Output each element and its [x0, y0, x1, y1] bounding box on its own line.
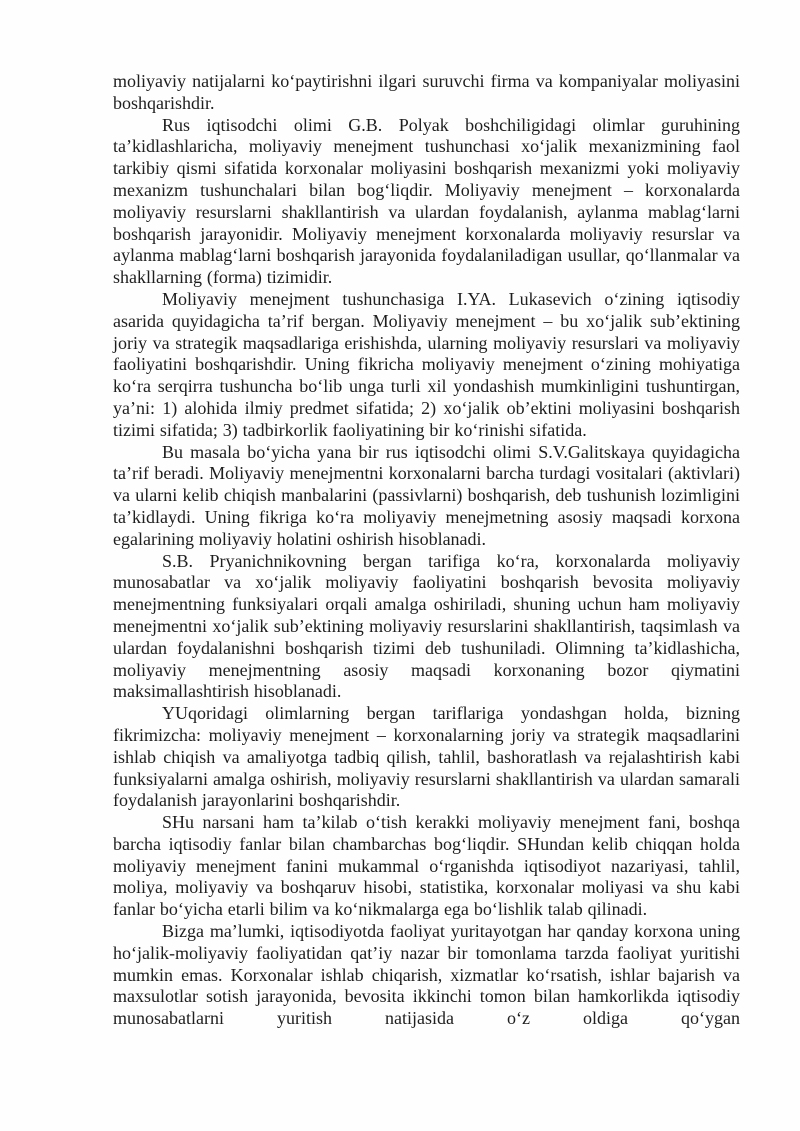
paragraph-pryanichnikov-definition: S.B. Pryanichnikovning bergan tarifiga ko‘ra, korxonalarda moliyaviy munosabatlar va xo‘jalik moliyaviy faoliyatini boshqarish bevosita moliyaviy menejmentning funksiyalari orqali amalga oshiriladi, shuning uchun ham moliyaviy menejmentni xo‘jalik sub’ektining moliyaviy resurslarini shakllantirish, taqsimlash va ulardan foydalanishni boshqarish tizimi deb tushuniladi. Olimning ta’kidlashicha, moliyaviy menejmentning asosiy maqsadi korxonaning bozor qiymatini maksimallashtirish hisoblanadi.: [113, 550, 740, 702]
paragraph-galitskaya-definition: Bu masala bo‘yicha yana bir rus iqtisodchi olimi S.V.Galitskaya quyidagicha ta’rif beradi. Moliyaviy menejmentni korxonalarni barcha turdagi vositalari (aktivlari) va ularni kelib chiqish manbalarini (passivlarni) boshqarish, deb tushunish lozimligini ta’kidlaydi. Uning fikriga ko‘ra moliyaviy menejmetning asosiy maqsadi korxona egalarining moliyaviy holatini oshirish hisoblanadi.: [113, 441, 740, 549]
paragraph-enterprise-activity: Bizga ma’lumki, iqtisodiyotda faoliyat yuritayotgan har qanday korxona uning ho‘jalik-moliyaviy faoliyatidan qat’iy nazar bir tomonlama tarzda faoliyat yuritishi mumkin emas. Korxonalar ishlab chiqarish, xizmatlar ko‘rsatish, ishlar bajarish va maxsulotlar sotish jarayonida, bevosita ikkinchi tomon bilan hamkorlikda iqtisodiy munosabatlarni yuritish natijasida o‘z oldiga qo‘ygan: [113, 921, 740, 1029]
paragraph-polyak-definition: Rus iqtisodchi olimi G.B. Polyak boshchiligidagi olimlar guruhining ta’kidlashlaricha, moliyaviy menejment tushunchasi xo‘jalik mexanizmining faol tarkibiy qismi sifatida korxonalar moliyasini boshqarish mexanizmi yoki moliyaviy mexanizm tushunchalari bilan bog‘liqdir. Moliyaviy menejment – korxonalarda moliyaviy resurslarni shakllantirish va ulardan foydalanish, aylanma mablag‘larni boshqarish jarayonidir. Moliyaviy menejment korxonalarda moliyaviy resurslar va aylanma mablag‘larni boshqarish jarayonida foydalaniladigan usullar, qo‘llanmalar va shakllarning (forma) tizimidir.: [113, 114, 740, 288]
paragraph-lukasevich-definition: Moliyaviy menejment tushunchasiga I.YA. Lukasevich o‘zining iqtisodiy asarida quyidagicha ta’rif bergan. Moliyaviy menejment – bu xo‘jalik sub’ektining joriy va strategik maqsadlariga erishishda, ularning moliyaviy resurslari va moliyaviy faoliyatini boshqarishdir. Uning fikricha moliyaviy menejment o‘zining mohiyatiga ko‘ra serqirra tushuncha bo‘lib unga turli xil yondashish mumkinligini tushuntirgan, ya’ni: 1) alohida ilmiy predmet sifatida; 2) xo‘jalik ob’ektini moliyasini boshqarish tizimi sifatida; 3) tadbirkorlik faoliyatining bir ko‘rinishi sifatida.: [113, 288, 740, 440]
paragraph-continuation: moliyaviy natijalarni ko‘paytirishni ilgari suruvchi firma va kompaniyalar moliyasini boshqarishdir.: [113, 71, 740, 113]
paragraph-authors-conclusion: YUqoridagi olimlarning bergan tariflariga yondashgan holda, bizning fikrimizcha: moliyaviy menejment – korxonalarning joriy va strategik maqsadlarini ishlab chiqish va amaliyotga tadbiq qilish, tahlil, bashoratlash va rejalashtirish kabi funksiyalarni amalga oshirish, moliyaviy resurslarni shakllantirish va ulardan samarali foydalanish jarayonlarini boshqarishdir.: [113, 703, 740, 811]
paragraph-related-sciences: SHu narsani ham ta’kilab o‘tish kerakki moliyaviy menejment fani, boshqa barcha iqtisodiy fanlar bilan chambarchas bog‘liqdir. SHundan kelib chiqqan holda moliyaviy menejment fanini mukammal o‘rganishda iqtisodiyot nazariyasi, tahlil, moliya, moliyaviy va boshqaruv hisobi, statistika, korxonalar moliyasi va shu kabi fanlar bo‘yicha etarli bilim va ko‘nikmalarga ega bo‘lishlik talab qilinadi.: [113, 812, 740, 920]
